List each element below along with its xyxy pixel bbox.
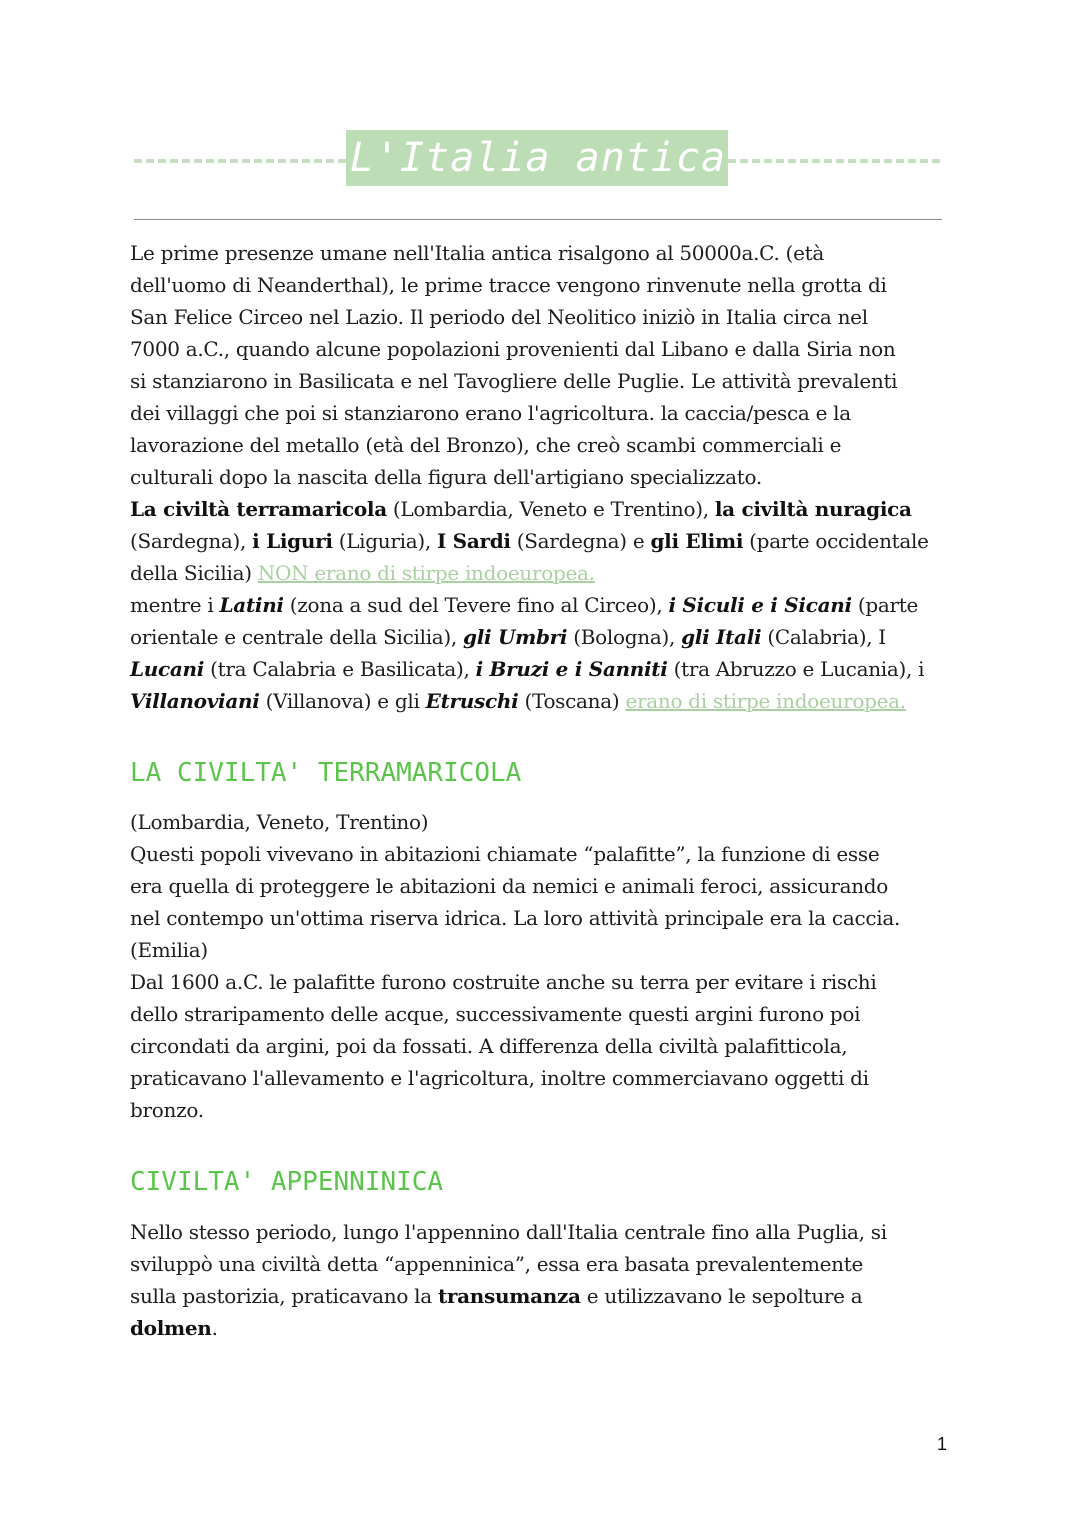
text-line: (Sardegna), i Liguri (Liguria), I Sardi (Sardegna) e gli Elimi (parte occidentale xyxy=(130,529,929,553)
text-line: era quella di proteggere le abitazioni da nemici e animali feroci, assicurando xyxy=(130,874,889,898)
text-line: dell'uomo di Neanderthal), le prime tracce vengono rinvenute nella grotta di xyxy=(130,273,887,297)
text-line: Le prime presenze umane nell'Italia antica risalgono al 50000a.C. (età xyxy=(130,241,824,265)
bold-term: i Siculi e i Sicani xyxy=(668,593,852,617)
text-line: Dal 1600 a.C. le palafitte furono costruite anche su terra per evitare i rischi xyxy=(130,970,877,994)
bold-term: Etruschi xyxy=(425,689,519,713)
title-dashes-left xyxy=(134,159,346,163)
text-line: bronzo. xyxy=(130,1098,204,1122)
text-line: dello straripamento delle acque, successivamente questi argini furono poi xyxy=(130,1002,861,1026)
text-line: dei villaggi che poi si stanziarono erano l'agricoltura. la caccia/pesca e la xyxy=(130,401,851,425)
bold-term: i Bruzi e i Sanniti xyxy=(475,657,668,681)
text-line: culturali dopo la nascita della figura dell'artigiano specializzato. xyxy=(130,465,762,489)
bold-term: Lucani xyxy=(130,657,205,681)
appenninica-paragraph xyxy=(130,1216,960,1344)
bold-term: transumanza xyxy=(437,1284,581,1308)
bold-term: I Sardi xyxy=(436,529,511,553)
bold-term: gli Elimi xyxy=(650,529,744,553)
title-highlight xyxy=(346,130,728,186)
bold-term: Latini xyxy=(219,593,284,617)
section-heading-appenninica: CIVILTA' APPENNINICA xyxy=(130,1167,444,1197)
bold-term: i Liguri xyxy=(252,529,333,553)
text-line: orientale e centrale della Sicilia), gli Umbri (Bologna), gli Itali (Calabria), I xyxy=(130,625,886,649)
page-number: 1 xyxy=(936,1434,947,1454)
text-line: mentre i Latini (zona a sud del Tevere fino al Circeo), i Siculi e i Sicani (parte xyxy=(130,593,919,617)
bold-term: Villanoviani xyxy=(130,689,260,713)
text-line: San Felice Circeo nel Lazio. Il periodo del Neolitico iniziò in Italia circa nel xyxy=(130,305,868,329)
bold-term: dolmen xyxy=(130,1316,212,1340)
text-line: circondati da argini, poi da fossati. A differenza della civiltà palafitticola, xyxy=(130,1034,848,1058)
bold-term: la civiltà nuragica xyxy=(714,497,912,521)
terramaricola-paragraph xyxy=(130,806,960,1126)
title-dashes-right xyxy=(728,159,940,163)
text-line: lavorazione del metallo (età del Bronzo), che creò scambi commerciali e xyxy=(130,433,842,457)
text-line: Questi popoli vivevano in abitazioni chiamate “palafitte”, la funzione di esse xyxy=(130,842,880,866)
text-line: sviluppò una civiltà detta “appenninica”, essa era basata prevalentemente xyxy=(130,1252,863,1276)
text-line: Villanoviani (Villanova) e gli Etruschi (Toscana) erano di stirpe indoeuropea. xyxy=(130,689,906,713)
text-line: nel contempo un'ottima riserva idrica. La loro attività principale era la caccia. xyxy=(130,906,901,930)
text-line: (Emilia) xyxy=(130,938,208,962)
text-line: Lucani (tra Calabria e Basilicata), i Bruzi e i Sanniti (tra Abruzzo e Lucania), i xyxy=(130,657,925,681)
text-line: si stanziarono in Basilicata e nel Tavogliere delle Puglie. Le attività prevalenti xyxy=(130,369,898,393)
page-title: L'Italia antica xyxy=(349,135,727,181)
bold-term: gli Itali xyxy=(681,625,762,649)
section-heading-terramaricola: LA CIVILTA' TERRAMARICOLA xyxy=(130,758,522,788)
text-line: sulla pastorizia, praticavano la transumanza e utilizzavano le sepolture a xyxy=(130,1284,863,1308)
non-indoeuropean-link[interactable]: NON erano di stirpe indoeuropea. xyxy=(257,561,595,585)
bold-term: gli Umbri xyxy=(463,625,568,649)
text-line: praticavano l'allevamento e l'agricoltura, inoltre commerciavano oggetti di xyxy=(130,1066,869,1090)
text-line: 7000 a.C., quando alcune popolazioni provenienti dal Libano e dalla Siria non xyxy=(130,337,896,361)
text-line: Nello stesso periodo, lungo l'appennino dall'Italia centrale fino alla Puglia, si xyxy=(130,1220,887,1244)
text-line: (Lombardia, Veneto, Trentino) xyxy=(130,810,429,834)
bold-term: La civiltà terramaricola xyxy=(130,497,387,521)
text-line: dolmen. xyxy=(130,1316,218,1340)
indoeuropean-link[interactable]: erano di stirpe indoeuropea. xyxy=(625,689,906,713)
title-row xyxy=(134,128,940,188)
text-line: La civiltà terramaricola (Lombardia, Veneto e Trentino), la civiltà nuragica xyxy=(130,497,912,521)
text-line: della Sicilia) NON erano di stirpe indoeuropea. xyxy=(130,561,595,585)
intro-paragraph xyxy=(130,237,960,717)
title-divider xyxy=(134,219,942,220)
